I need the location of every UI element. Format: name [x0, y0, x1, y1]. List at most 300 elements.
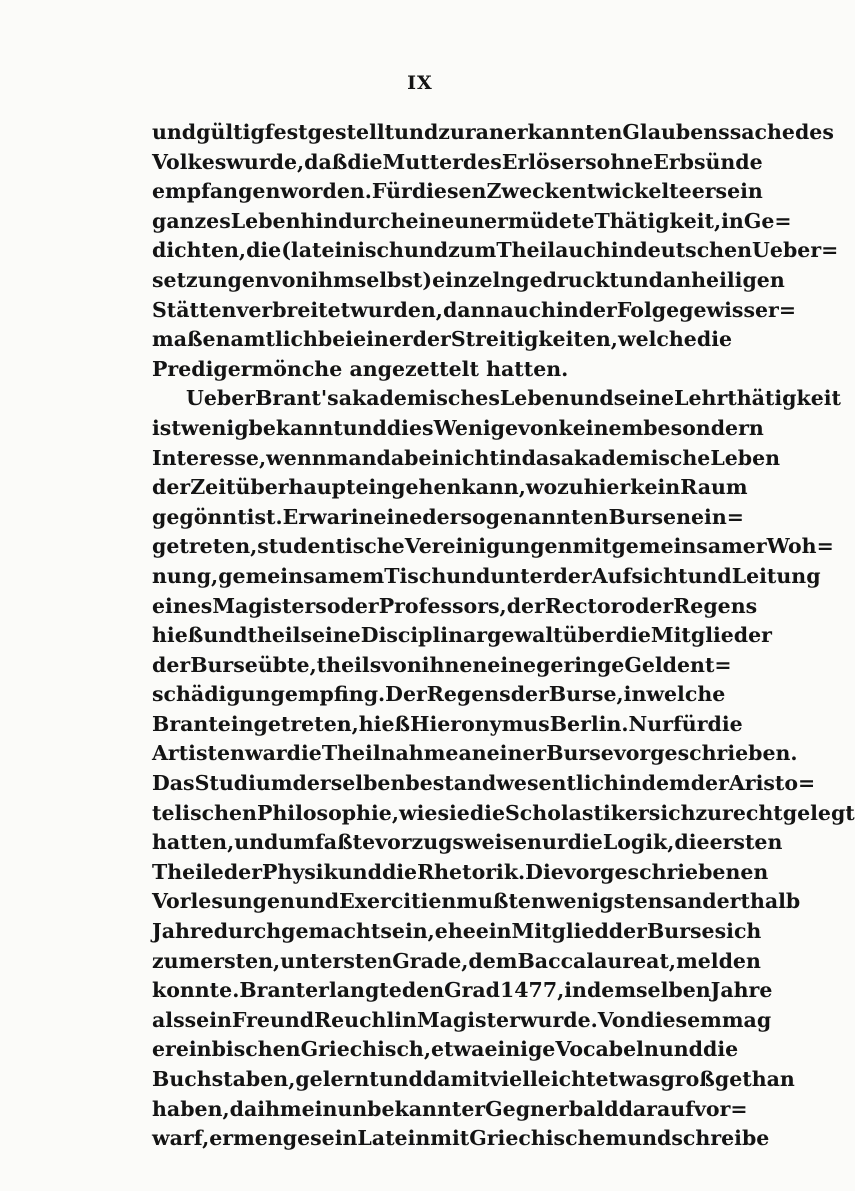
word: Ueber= [752, 238, 839, 263]
word: dichten, [152, 238, 247, 263]
word: theils [316, 652, 382, 677]
word: amtlich [230, 327, 318, 352]
word: Berlin. [549, 711, 629, 736]
word: warf, [152, 1126, 210, 1151]
word: kann, [461, 475, 526, 500]
word: über [562, 623, 616, 648]
word: anerkannten [475, 120, 623, 144]
word: Latein [357, 1126, 431, 1151]
word: ist [152, 415, 181, 440]
word: derselben [292, 771, 406, 796]
word: (lateinisch [281, 238, 404, 263]
word: oder [326, 593, 379, 618]
word: der [608, 919, 647, 944]
word: die [381, 859, 418, 884]
word: der [510, 682, 549, 707]
word: diesen [411, 179, 487, 204]
word: Von [597, 1007, 641, 1032]
word: ersten, [200, 948, 281, 973]
word: setzungen [152, 267, 270, 292]
word: ein [301, 1096, 338, 1121]
word: telischen [152, 800, 257, 825]
word: Leben [710, 445, 781, 470]
word: Aufsicht [591, 563, 688, 588]
word: bischen [211, 1037, 301, 1062]
word: zum [448, 238, 497, 263]
word: der [506, 593, 545, 618]
word: nicht [439, 445, 499, 470]
word: von [269, 267, 311, 292]
word: vor= [694, 1096, 748, 1121]
word: heiligen [691, 267, 785, 292]
word: hier [583, 475, 631, 500]
word: bei [317, 327, 354, 352]
text-line [152, 739, 798, 769]
word: durchgemacht [213, 919, 381, 944]
word: sein [184, 1007, 232, 1032]
word: nung, [152, 563, 219, 588]
word: der [553, 563, 592, 588]
word: entwickelte [558, 179, 692, 204]
word: überhaupt [235, 475, 356, 500]
word: Philosophie, [256, 800, 399, 825]
word: Baccalaureat, [517, 948, 677, 973]
word: der [690, 771, 729, 796]
word: da [229, 1096, 258, 1121]
word: Reuchlin [314, 1007, 417, 1032]
word: Rhetorik. [417, 859, 526, 884]
text-line [152, 621, 772, 651]
word: ihnen [421, 652, 488, 677]
text-line [152, 118, 834, 148]
word: Folge [616, 297, 680, 322]
word: Vereinigungen [404, 534, 573, 559]
word: Grade, [392, 948, 469, 973]
word: dabei [376, 445, 440, 470]
word: ein [175, 1037, 212, 1062]
word: vielleicht [489, 1067, 596, 1091]
text-line [152, 414, 764, 444]
word: Ge= [743, 208, 792, 233]
word: Theile [152, 859, 224, 884]
word: Geldent= [624, 652, 732, 677]
word: die [707, 711, 743, 736]
word: Die [525, 859, 564, 884]
word: von [518, 415, 559, 440]
text-line [152, 296, 797, 326]
word: Tisch [384, 563, 447, 588]
text-line [152, 887, 801, 917]
word: Artisten [152, 741, 245, 766]
word: auch [555, 238, 611, 263]
word: und [618, 267, 663, 292]
word: Leben [230, 208, 301, 233]
word: und [342, 415, 387, 440]
word: unbekannter [337, 1096, 486, 1121]
word: einzeln [432, 267, 516, 292]
word: Aristo= [728, 771, 816, 796]
word: und [569, 386, 614, 411]
word: und [403, 238, 449, 263]
word: dem [641, 771, 691, 796]
word: hatten. [486, 356, 569, 381]
word: zur [438, 120, 476, 144]
word: Stätten [152, 297, 237, 322]
word: Disciplinargewalt [360, 623, 563, 648]
word: geringe [536, 652, 625, 677]
word: damit [422, 1067, 490, 1091]
word: erlangte [305, 978, 402, 1003]
body-text [152, 118, 855, 1154]
word: haben, [152, 1096, 230, 1121]
word: deutschen [633, 238, 753, 263]
word: Logik, [602, 830, 675, 855]
text-line [152, 207, 792, 237]
word: Brant [239, 978, 306, 1003]
word: Griechischem [469, 1126, 628, 1151]
word: die [286, 741, 322, 766]
word: ein= [691, 504, 744, 529]
text-line [152, 177, 763, 207]
word: für [672, 711, 708, 736]
word: sein [310, 1126, 358, 1151]
word: Studium [194, 771, 293, 796]
word: Bursen [608, 504, 691, 529]
word: Burse, [548, 682, 624, 707]
word: eines [152, 593, 213, 618]
word: Predigermönche [152, 356, 343, 381]
word: etwas [595, 1067, 661, 1091]
text-line [152, 1124, 770, 1154]
word: empfing. [284, 682, 386, 707]
word: gedruckt [515, 267, 619, 292]
word: und [294, 889, 340, 914]
text-line [152, 503, 744, 533]
word: bestand [405, 771, 497, 796]
word: mit [430, 1126, 470, 1151]
word: Ueber [186, 386, 256, 411]
word: gegönnt [152, 504, 247, 529]
word: verbreitet [236, 297, 351, 322]
word: studentische [257, 534, 405, 559]
word: die [615, 623, 651, 648]
text-line [152, 355, 722, 385]
word: welche [646, 682, 726, 707]
word: schädigung [152, 682, 285, 707]
word: mußten [456, 889, 546, 914]
word: der [578, 297, 617, 322]
word: an [458, 741, 487, 766]
text-line [152, 828, 783, 858]
word: nur [527, 830, 568, 855]
word: dem [468, 948, 518, 973]
word: maßen [152, 327, 231, 352]
word: menge [233, 1126, 311, 1151]
word: wurden, [350, 297, 443, 322]
word: gethan [714, 1067, 795, 1091]
word: Physik [262, 859, 338, 884]
word: anderthalb [674, 889, 801, 914]
word: Scholastiker [505, 800, 649, 825]
word: Interesse, [152, 445, 267, 470]
word: der [152, 652, 191, 677]
word: zum [152, 948, 201, 973]
word: Regens [426, 682, 511, 707]
word: und [446, 563, 491, 588]
word: selbst) [354, 267, 433, 292]
word: die [674, 830, 710, 855]
text-line [152, 858, 769, 888]
word: zurechtgelegt [695, 800, 855, 825]
text-line [152, 532, 834, 562]
text-line [152, 384, 842, 414]
text-line [152, 236, 839, 266]
word: man [326, 445, 377, 470]
word: in [498, 445, 522, 470]
word: bald [568, 1096, 619, 1121]
word: Buchstaben, [152, 1067, 296, 1091]
text-line [152, 1095, 748, 1125]
word: hieß [152, 623, 204, 648]
word: ein [475, 919, 512, 944]
word: wie [398, 800, 438, 825]
word: Mutter [382, 149, 463, 174]
word: ohne [596, 149, 654, 174]
word: die [347, 149, 383, 174]
word: besondern [643, 415, 764, 440]
word: dann [442, 297, 501, 322]
word: und [203, 623, 248, 648]
word: Grad [444, 978, 501, 1003]
text-line [152, 1065, 795, 1095]
word: melden [676, 948, 761, 973]
word: Magister [416, 1007, 520, 1032]
word: in [555, 297, 579, 322]
word: Magisters [212, 593, 327, 618]
word: und [658, 1037, 704, 1062]
word: demselben [586, 978, 711, 1003]
word: Burse [546, 741, 614, 766]
word: diesem [640, 1007, 722, 1032]
word: gewisser= [679, 297, 797, 322]
word: Für [371, 179, 412, 204]
word: ihm [310, 267, 355, 292]
word: die [469, 800, 505, 825]
word: wurde. [519, 1007, 598, 1032]
word: übte, [257, 652, 317, 677]
word: in [564, 978, 587, 1003]
word: hieß [358, 711, 411, 736]
word: der [422, 504, 461, 529]
word: er [209, 1126, 234, 1151]
word: angezettelt [349, 356, 479, 381]
word: kein [630, 475, 681, 500]
word: sein [715, 179, 763, 204]
text-line [152, 710, 743, 740]
word: konnte. [152, 978, 240, 1003]
word: er [152, 1037, 176, 1062]
word: seine [613, 386, 675, 411]
word: Thätigkeit, [594, 208, 722, 233]
word: Regens [673, 593, 758, 618]
word: gültig [196, 120, 265, 144]
word: die [696, 327, 733, 352]
word: eingehen [355, 475, 462, 500]
word: Vocabeln [555, 1037, 659, 1062]
word: und [378, 1067, 423, 1091]
word: einige [484, 1037, 556, 1062]
word: Leitung [731, 563, 821, 588]
word: in [623, 682, 647, 707]
word: 1477, [500, 978, 565, 1003]
word: akademische [560, 445, 711, 470]
word: unter [490, 563, 554, 588]
text-line [152, 680, 726, 710]
word: sein, [380, 919, 435, 944]
word: umfaßte [278, 830, 376, 855]
word: sich [714, 919, 762, 944]
word: gemeinsamer [611, 534, 767, 559]
word: akademisches [338, 386, 500, 411]
word: Woh= [766, 534, 834, 559]
word: Professors, [378, 593, 507, 618]
word: Das [152, 771, 195, 796]
text-line [152, 444, 781, 474]
word: einer [353, 327, 413, 352]
word: in [610, 238, 634, 263]
word: ehe [434, 919, 476, 944]
word: Raum [680, 475, 748, 500]
word: worden. [280, 179, 372, 204]
word: Exercitien [339, 889, 457, 914]
word: eingetreten, [217, 711, 359, 736]
word: oder [621, 593, 674, 618]
word: festgestellt [264, 120, 395, 144]
word: der [412, 327, 451, 352]
word: Er [282, 504, 310, 529]
word: Zeit [190, 475, 236, 500]
word: vorgeschriebenen [563, 859, 769, 884]
word: dies [386, 415, 434, 440]
text-line [152, 266, 785, 296]
word: in [350, 504, 374, 529]
word: die [703, 1037, 739, 1062]
word: wurde, [226, 149, 305, 174]
word: wenig [180, 415, 249, 440]
word: sogenannten [460, 504, 609, 529]
word: wozu [525, 475, 584, 500]
word: Griechisch, [300, 1037, 431, 1062]
word: und [234, 830, 279, 855]
text-line [152, 1006, 772, 1036]
word: hindurch [300, 208, 406, 233]
word: Brant's [255, 386, 339, 411]
word: auch [500, 297, 556, 322]
word: war [244, 741, 287, 766]
word: ihm [257, 1096, 302, 1121]
text-line [152, 917, 762, 947]
word: den [401, 978, 445, 1003]
word: eine [373, 504, 423, 529]
word: Theilnahme [321, 741, 459, 766]
word: der [223, 859, 263, 884]
word: Lehrthätigkeit [674, 386, 842, 411]
word: und [337, 859, 382, 884]
word: getreten, [152, 534, 258, 559]
word: ersten [709, 830, 783, 855]
word: gemeinsamem [218, 563, 385, 588]
word: bekannt [248, 415, 343, 440]
word: gelernt [295, 1067, 379, 1091]
word: er [691, 179, 716, 204]
word: Theil [496, 238, 556, 263]
word: Mitglieder [650, 623, 772, 648]
word: als [152, 1007, 185, 1032]
text-line [152, 651, 732, 681]
word: Brant [152, 711, 218, 736]
word: das [521, 445, 561, 470]
word: Hieronymus [410, 711, 550, 736]
word: wenn [266, 445, 327, 470]
word: die [246, 238, 282, 263]
word: in [721, 208, 744, 233]
word: hatten, [152, 830, 235, 855]
word: welche [617, 327, 697, 352]
word: Burse [646, 919, 715, 944]
word: groß [660, 1067, 715, 1091]
word: empfangen [152, 179, 281, 204]
word: Der [385, 682, 427, 707]
word: Streitigkeiten, [450, 327, 618, 352]
word: wenigstens [545, 889, 675, 914]
word: vorzugsweise [375, 830, 528, 855]
word: Erlösers [501, 149, 597, 174]
word: und [152, 120, 197, 144]
text-line [152, 148, 763, 178]
word: und [394, 120, 439, 144]
word: wesentlich [496, 771, 619, 796]
text-line [152, 562, 821, 592]
word: mag [721, 1007, 772, 1032]
word: Vorlesungen [152, 889, 295, 914]
text-line [152, 325, 733, 355]
word: in [618, 771, 642, 796]
word: Zweck [486, 179, 559, 204]
word: Glaubenssache [622, 120, 795, 144]
word: einer [486, 741, 547, 766]
word: daß [304, 149, 348, 174]
word: keinem [558, 415, 644, 440]
word: Rector [544, 593, 622, 618]
word: des [462, 149, 502, 174]
word: mit [572, 534, 612, 559]
text-line [152, 799, 855, 829]
word: Burse [190, 652, 258, 677]
word: war [309, 504, 351, 529]
word: ist. [246, 504, 283, 529]
word: sich [648, 800, 696, 825]
word: Jahre [152, 919, 214, 944]
word: Jahre [710, 978, 773, 1003]
text-line [152, 976, 773, 1006]
word: Leben [499, 386, 570, 411]
word: schreibe [671, 1126, 770, 1151]
word: der [152, 475, 191, 500]
word: ganzes [152, 208, 231, 233]
word: eine [405, 208, 455, 233]
text-line [152, 769, 816, 799]
word: Mitglied [511, 919, 609, 944]
